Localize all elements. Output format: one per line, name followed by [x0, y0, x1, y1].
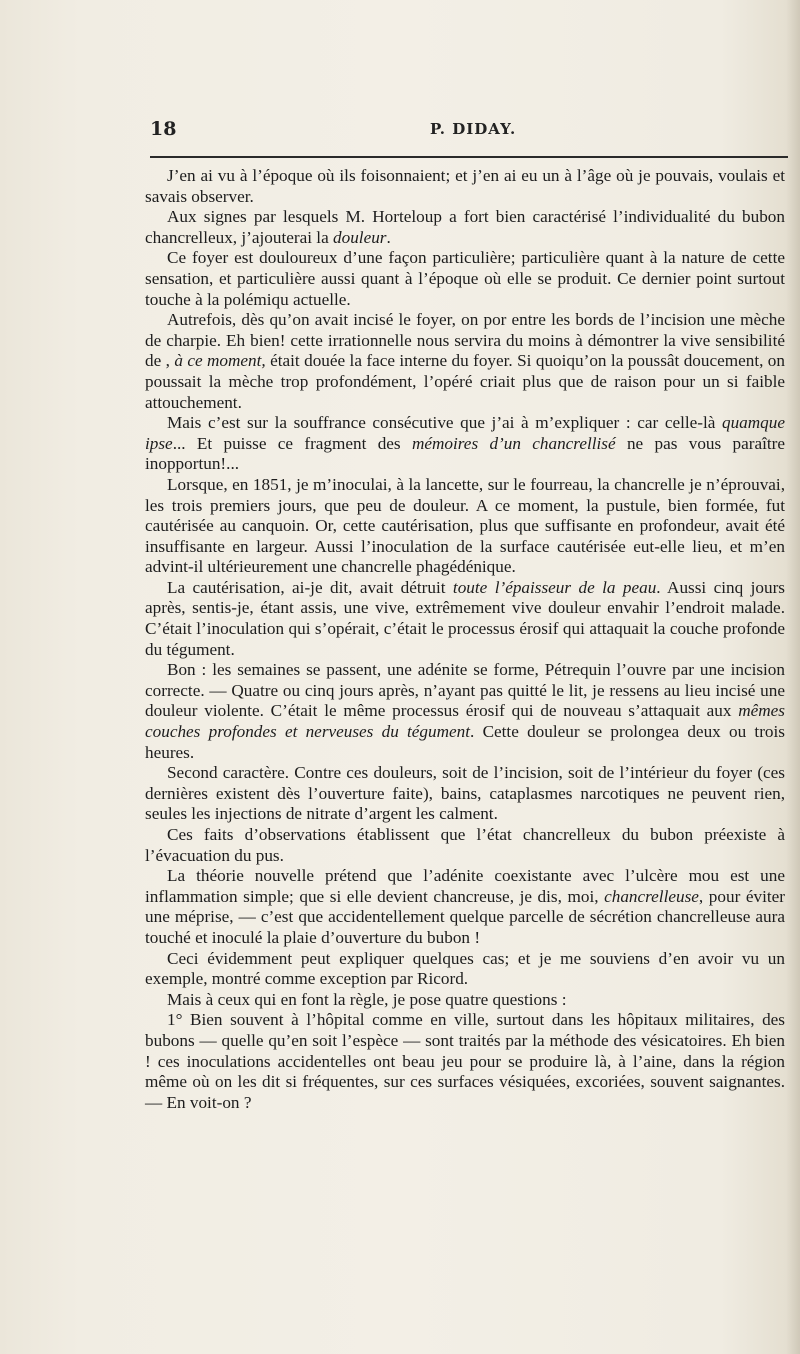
text-run: La cautérisation, ai-je dit, avait détruit	[167, 577, 453, 597]
paragraph	[145, 1010, 785, 1113]
text-run: ne pas vous paraître inopportun!...	[145, 433, 785, 474]
text-run: Ceci évidemment peut expliquer quelques cas; et je me souviens d’en avoir vu un exemple, montré comme exception par Ricord.	[145, 948, 785, 989]
paragraph	[145, 166, 785, 207]
text-run: Mais c’est sur la souffrance consécutive que j’ai à m’expliquer : car celle-là	[167, 413, 722, 433]
italic-text: toute l’épaisseur de la peau	[452, 577, 657, 597]
body-text	[145, 166, 785, 1113]
text-run: Ce foyer est douloureux d’une façon particulière; particulière quant à la nature de cette sensation, et particulière aussi quant à l’époque où elle se produit. Ce dernier point surtout touche à la polémiqu actuelle.	[145, 248, 785, 309]
text-run: J’en ai vu à l’époque où ils foisonnaient; et j’en ai eu un à l’âge où je pouvais, voulais et savais observer.	[145, 166, 785, 206]
italic-text: douleur	[333, 227, 387, 247]
page-header	[150, 118, 786, 142]
text-run: Ces faits d’observations établissent que l’état chancrelleux du bubon préexiste à l’évacuation du pus.	[145, 825, 785, 865]
text-run: La théorie nouvelle prétend que l’adénite coexistante avec l’ulcère mou est une inflammation simple; que si elle devient chancreuse, je dis, moi,	[145, 866, 785, 906]
paragraph	[145, 825, 785, 866]
text-run: Mais à ceux qui en font la règle, je pose quatre questions :	[167, 989, 567, 1009]
text-run: Second caractère. Contre ces douleurs, soit de l’incision, soit de l’intérieur du foyer (ces dernières existent dès l’ouverture faite), bains, cataplasmes narcotiques ne peuvent rien, seules les injections de nitrate d’argent les calment.	[145, 763, 785, 824]
paragraph	[145, 475, 785, 578]
text-run: Lorsque, en 1851, je m’inoculai, à la lancette, sur le fourreau, la chancrelle je n’éprouvai, les trois premiers jours, que peu de douleur. A ce moment, la pustule, bien formée, fut cautérisée au canquoin. Or, cette cautérisation, plus que suffisante en profondeur, avait été insuffisante en largeur. Aussi l’inoculation de la surface cautérisée eut-elle lieu, et m’en advint-il ultérieurement une chancrelle phagédénique.	[145, 474, 785, 577]
paragraph	[145, 248, 785, 310]
running-head: P. DIDAY.	[430, 120, 517, 138]
text-run: . Cette douleur se prolongea deux ou trois heures.	[145, 722, 785, 762]
italic-text: mémoires d’un chancrellisé	[411, 433, 616, 453]
text-run: était douée la face interne du foyer. Si quoiqu’on la poussât doucement, on poussait la mèche trop profondément, l’opéré criait plus que de raison pour un si faible attouchement.	[145, 351, 785, 412]
paragraph	[145, 990, 785, 1011]
paragraph	[145, 763, 785, 825]
paragraph	[145, 866, 785, 948]
paragraph	[145, 660, 785, 763]
text-run: .	[386, 227, 391, 247]
text-run: Autrefois, dès qu’on avait incisé le foyer, on por entre les bords de l’incision une mèche de charpie. Eh bien! cette irrationnelle nous servira du moins à démontrer la vive sensibilité de ,	[145, 310, 785, 371]
text-run: 1° Bien souvent à l’hôpital comme en ville, surtout dans les hôpitaux militaires, des bubons — quelle qu’en soit l’espèce — sont traités par la méthode des vésicatoires. Eh bien ! ces inoculations accidentelles ont beau jeu pour se produire là, à l’aine, dans la région même où on les dit si fréquentes, sur ces surfaces vésiquées, excoriées, souvent saignantes. — En voit-on ?	[145, 1010, 785, 1112]
paragraph	[145, 207, 785, 248]
paragraph	[145, 310, 785, 413]
header-rule	[150, 156, 788, 158]
italic-text: à ce moment,	[174, 351, 266, 371]
text-run: , pour éviter une méprise, — c’est que accidentellement quelque parcelle de sécrétion chancrelleuse aura touché et inoculé la plaie d’ouverture du bubon !	[145, 886, 785, 947]
text-run: Bon : les semaines se passent, une adénite se forme, Pétrequin l’ouvre par une incision correcte. — Quatre ou cinq jours après, n’ayant pas quitté le lit, je ressens au lieu incisé une douleur violente. C’était le même processus érosif qui de nouveau s’attaquait aux	[145, 660, 785, 721]
italic-text: mêmes couches profondes et nerveuses du tégument	[145, 701, 785, 742]
paragraph	[145, 578, 785, 660]
italic-text: quamque ipse	[145, 413, 785, 453]
page-number: 18	[150, 118, 177, 140]
text-run: Aux signes par lesquels M. Horteloup a fort bien caractérisé l’individualité du bubon chancrelleux, j’ajouterai la	[145, 207, 785, 247]
italic-text: chancrelleuse	[604, 886, 699, 906]
text-run: . Aussi cinq jours après, sentis-je, étant assis, une vive, extrêmement vive douleur envahir l’endroit malade. C’était l’inoculation qui s’opérait, c’était le processus érosif qui attaquait la couche profonde du tégument.	[145, 577, 785, 659]
paragraph	[145, 949, 785, 990]
text-run: ... Et puisse ce fragment des	[172, 433, 412, 453]
paragraph	[145, 413, 785, 475]
